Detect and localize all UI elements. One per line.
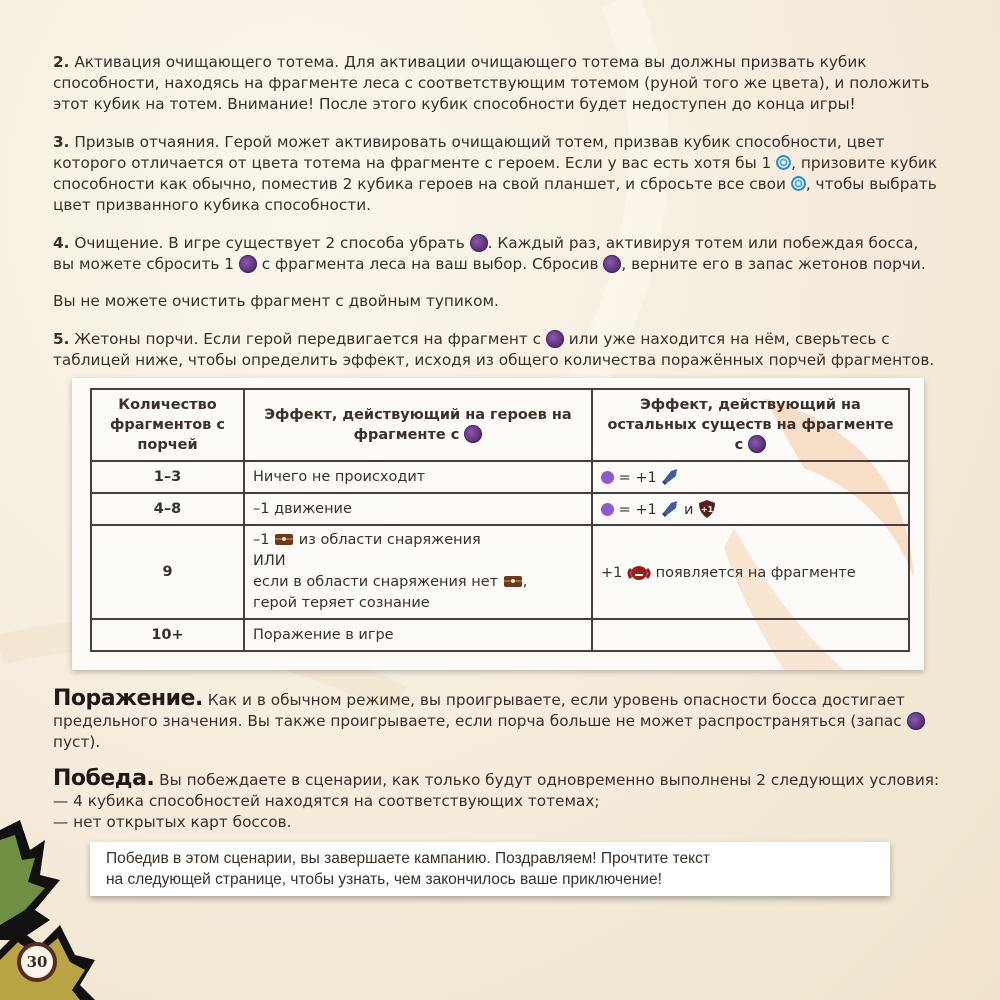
rule-4 — [53, 233, 943, 275]
callout-text: Победив в этом сценарии, вы завершаете кампанию. Поздравляем! Прочтите текст — [106, 850, 710, 867]
rule-5 — [53, 329, 943, 371]
rule-text: . Каждый раз, активируя тотем или побеждая босса, вы можете сбросить 1 — [53, 234, 919, 273]
rule-text: или уже находится на нём, сверьтесь с таблицей ниже, чтобы определить эффект, исходя из общего количества поражённых порчей фрагментов. — [53, 330, 935, 369]
table-header-row — [91, 389, 909, 461]
defeat-text: Как и в обычном режиме, вы проигрываете, если уровень опасности босса достигает предельного значения. Вы также проигрываете, если порча больше не может распространяться (запас — [53, 691, 905, 730]
corruption-token-icon — [748, 435, 766, 453]
rule-number: 3. — [53, 133, 70, 151]
campaign-end-callout — [90, 842, 890, 896]
goblin-icon — [601, 471, 614, 484]
victory-condition: — 4 кубика способностей находятся на соответствующих тотемах; — [53, 792, 600, 810]
rule-text: Активация очищающего тотема. Для активации очищающего тотема вы должны призвать кубик способности, находясь на фрагменте леса с соответствующим тотемом (руной того же цвета), и положить этот кубик на тотем. Внимание! После этого кубик способности будет недоступен до конца игры! — [53, 53, 930, 113]
chest-icon — [274, 532, 294, 546]
defeat-section — [53, 688, 943, 753]
defeat-title: Поражение. — [53, 686, 203, 711]
spiral-token-icon — [791, 176, 806, 191]
row-others-effect: +1 появляется на фрагменте — [592, 525, 909, 619]
rule-text: Очищение. В игре существует 2 способа убрать — [74, 234, 465, 252]
row-count: 9 — [91, 525, 244, 619]
corruption-token-icon — [907, 712, 925, 730]
row-heroes-effect: –1 движение — [244, 493, 592, 525]
corruption-token-icon — [546, 330, 564, 348]
chest-icon — [503, 574, 523, 588]
rule-text: Вы не можете очистить фрагмент с двойным тупиком. — [53, 292, 499, 310]
rule-number: 2. — [53, 53, 70, 71]
rule-text: Призыв отчаяния. Герой может активировать очищающий тотем, призвав кубик способности, цвет которого отличается от цвета тотема на фрагменте с героем. Если у вас есть хотя бы 1 — [53, 133, 885, 172]
victory-title: Победа. — [53, 766, 155, 791]
row-count: 10+ — [91, 619, 244, 651]
table-row — [91, 525, 909, 619]
rule-note — [53, 291, 943, 312]
victory-text: Вы побеждаете в сценарии, как только будут одновременно выполнены 2 следующих условия: — [159, 771, 940, 789]
spiral-token-icon — [776, 155, 791, 170]
row-others-effect — [592, 619, 909, 651]
victory-section — [53, 768, 943, 833]
rule-number: 4. — [53, 234, 70, 252]
sword-icon — [661, 500, 679, 518]
rule-number: 5. — [53, 330, 70, 348]
header-others: Эффект, действующий на остальных существ на фрагменте с — [592, 389, 909, 461]
corruption-token-icon — [603, 255, 621, 273]
header-count: Количество фрагментов с порчей — [91, 389, 244, 461]
row-count: 4–8 — [91, 493, 244, 525]
rule-text: Жетоны порчи. Если герой передвигается на фрагмент с — [74, 330, 542, 348]
sword-icon — [661, 468, 679, 486]
rule-text: с фрагмента леса на ваш выбор. Сбросив — [261, 255, 599, 273]
row-count: 1–3 — [91, 461, 244, 493]
goblin-icon — [601, 503, 614, 516]
row-others-effect: = +1 — [592, 461, 909, 493]
row-heroes-effect: –1 из области снаряжения ИЛИ если в области снаряжения нет , герой теряет сознание — [244, 525, 592, 619]
rule-3 — [53, 132, 943, 216]
header-heroes: Эффект, действующий на героев на фрагменте с — [244, 389, 592, 461]
corruption-token-icon — [464, 425, 482, 443]
corruption-effects-table — [90, 388, 910, 652]
rule-text: , верните его в запас жетонов порчи. — [621, 255, 926, 273]
corruption-token-icon — [470, 234, 488, 252]
svg-text:+1: +1 — [700, 505, 714, 514]
row-heroes-effect: Ничего не происходит — [244, 461, 592, 493]
page-number: 30 — [17, 942, 57, 982]
defeat-text: пуст). — [53, 733, 101, 751]
corruption-token-icon — [239, 255, 257, 273]
victory-condition: — нет открытых карт боссов. — [53, 813, 292, 831]
corruption-table-card — [72, 378, 924, 670]
row-heroes-effect: Поражение в игре — [244, 619, 592, 651]
table-row — [91, 619, 909, 651]
leaf-decoration — [0, 820, 110, 1000]
demon-icon — [627, 563, 651, 581]
rule-2 — [53, 52, 943, 115]
row-others-effect: = +1 и +1 — [592, 493, 909, 525]
shield-icon — [698, 499, 716, 519]
callout-text: на следующей странице, чтобы узнать, чем закончилось ваше приключение! — [106, 871, 662, 888]
rule-text: , чтобы выбрать цвет призванного кубика способности. — [53, 175, 937, 214]
table-row — [91, 493, 909, 525]
rule-text: , призовите кубик способности как обычно, поместив 2 кубика героев на свой планшет, и сбросьте все свои — [53, 154, 938, 193]
table-row — [91, 461, 909, 493]
